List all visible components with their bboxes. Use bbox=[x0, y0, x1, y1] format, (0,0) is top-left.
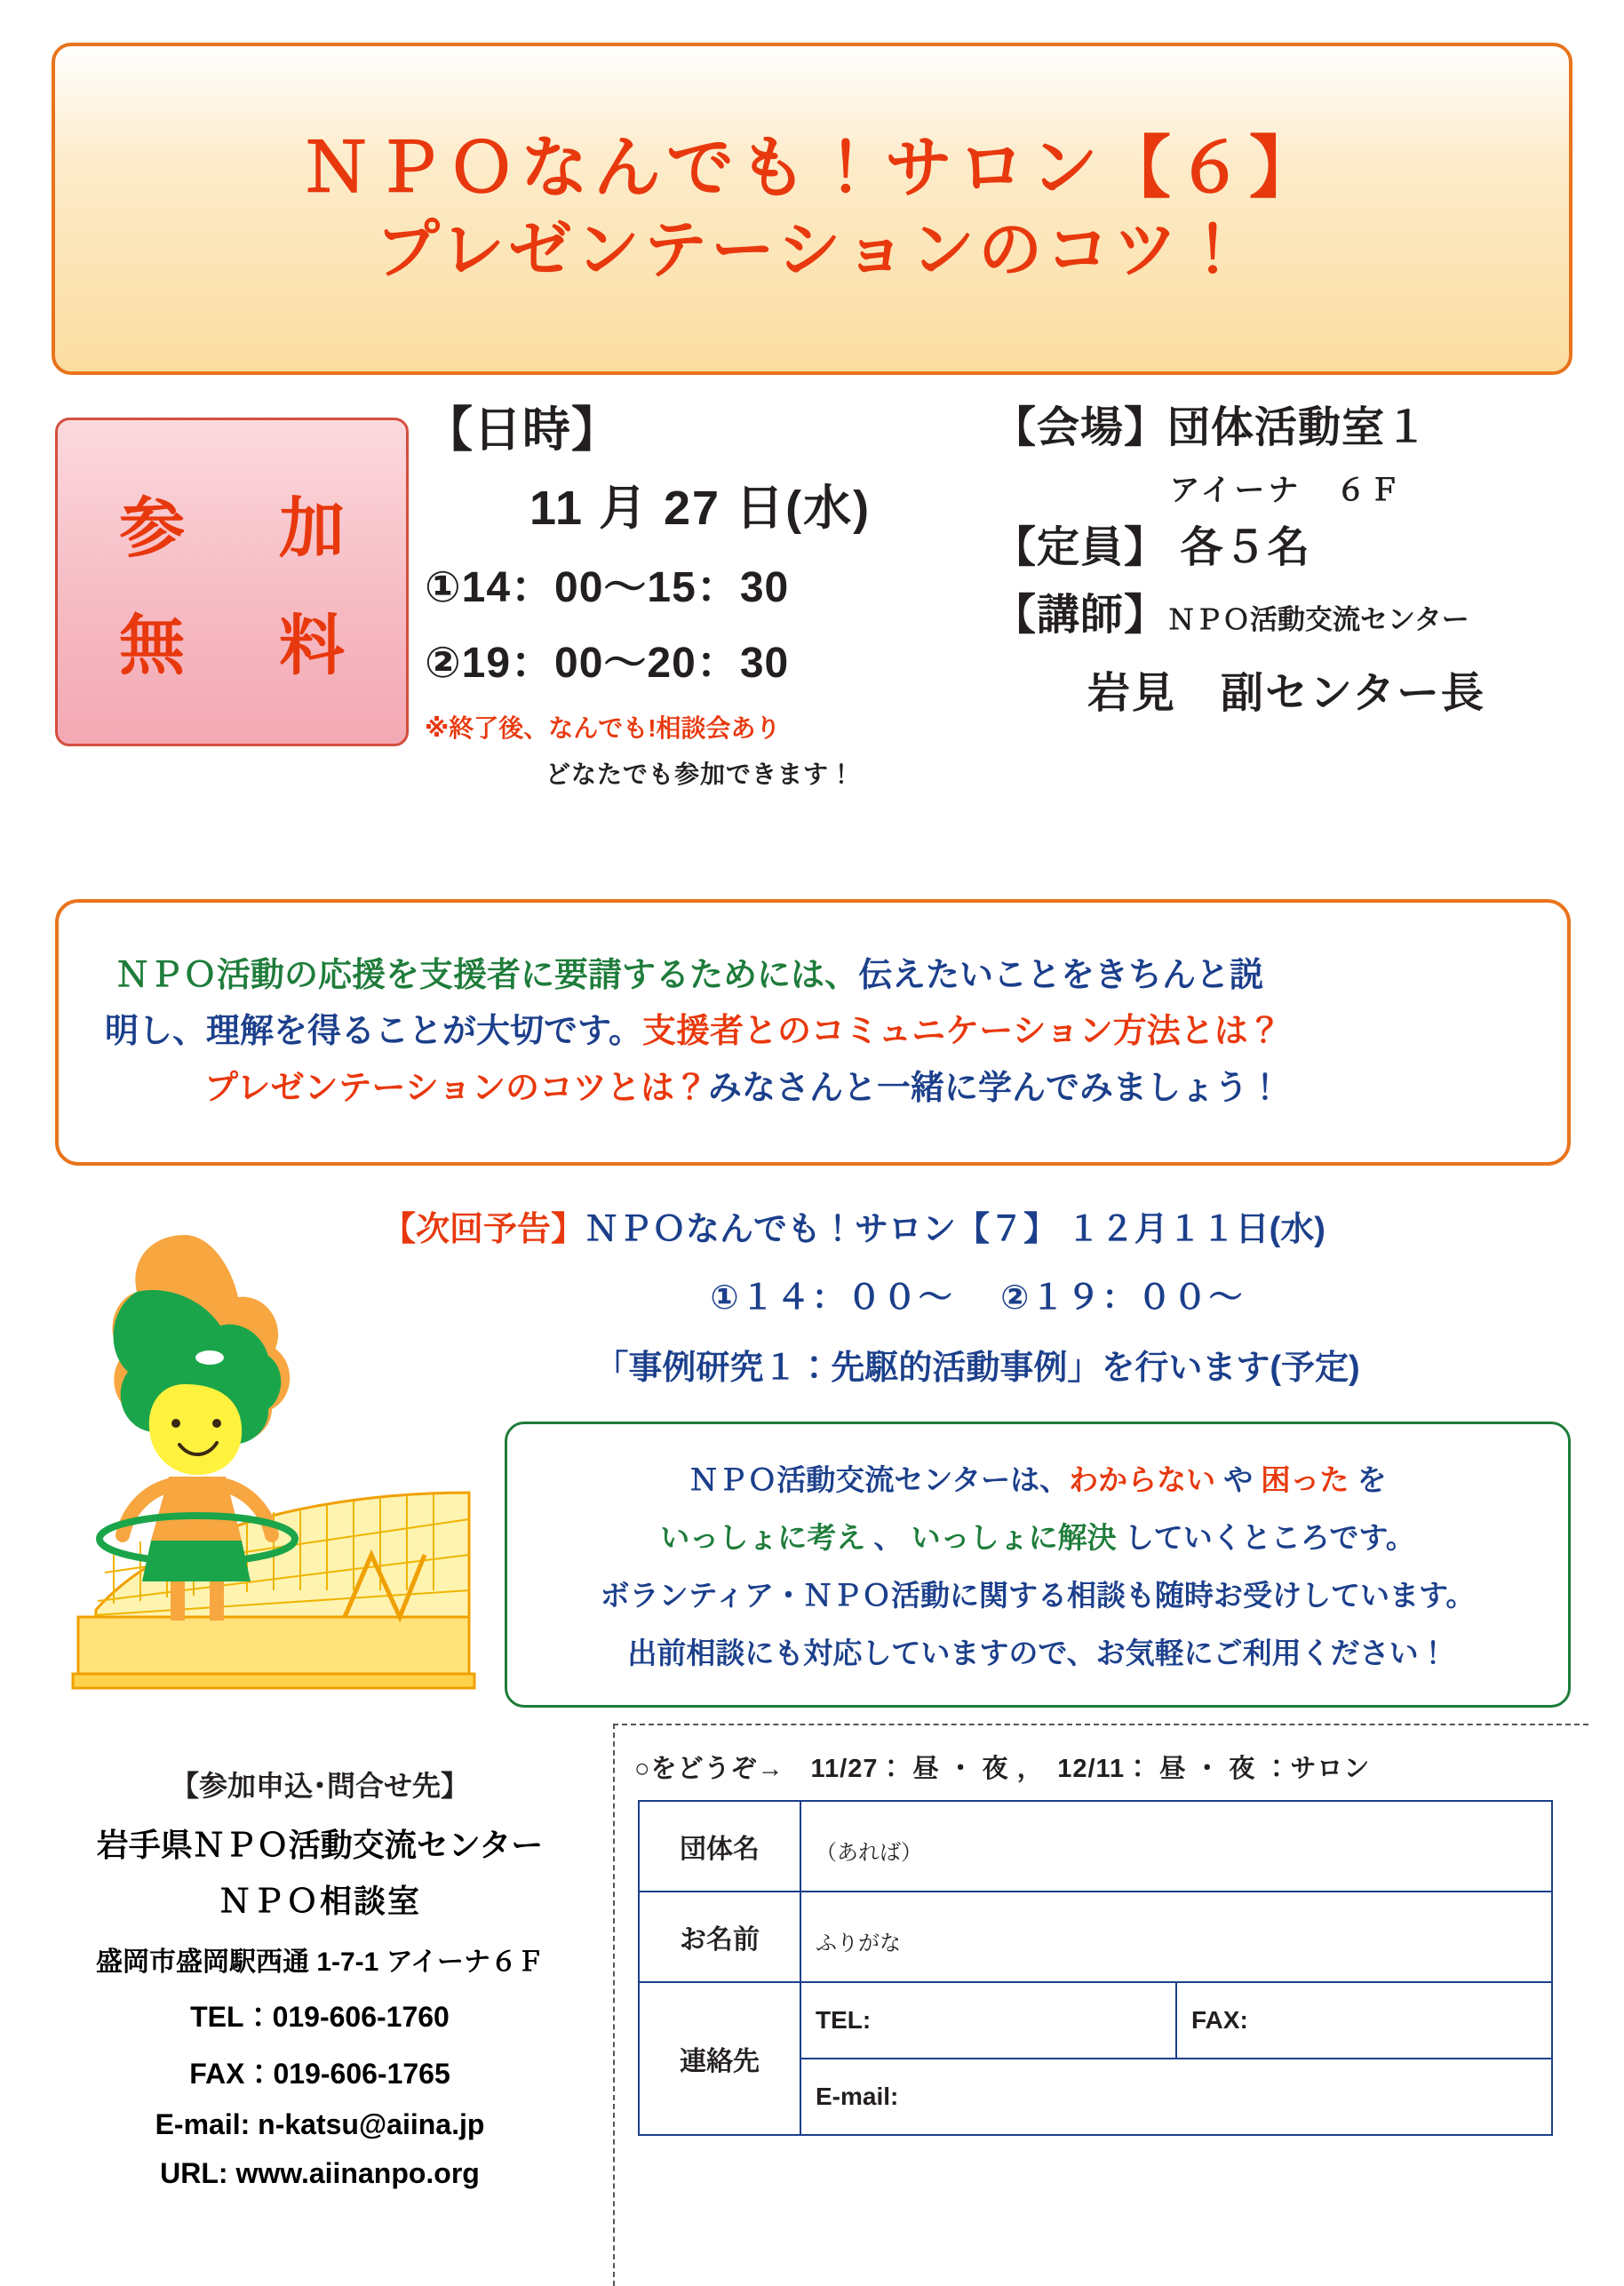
contact-url: URL: www.aiinanpo.org bbox=[160, 2157, 480, 2189]
input-fax[interactable]: FAX: bbox=[1176, 1982, 1552, 2059]
row-label-contact: 連絡先 bbox=[639, 1982, 800, 2135]
next-headline-row bbox=[382, 1201, 1572, 1250]
center-intro-line-2 bbox=[660, 1515, 1415, 1557]
description-line-3-b: みなさんと一緒に学んでみましょう！ bbox=[707, 1069, 1282, 1107]
description-line-3-a: プレゼンテーションのコツとは？ bbox=[204, 1069, 708, 1107]
next-session-preview bbox=[382, 1201, 1572, 1389]
description-line-1 bbox=[89, 955, 1537, 998]
center-intro-2a: いっしょに考え bbox=[660, 1521, 866, 1554]
lecturer-name: 岩見 副センター長 bbox=[1087, 670, 1486, 717]
event-note-2: どなたでも参加できます！ bbox=[545, 760, 855, 788]
center-intro-2d: していくところです。 bbox=[1116, 1521, 1415, 1554]
event-time-1: ①14：00〜15：30 bbox=[425, 563, 790, 611]
table-row bbox=[639, 1982, 1552, 2059]
next-tag: 【次回予告】 bbox=[382, 1211, 585, 1248]
input-email[interactable]: E-mail: bbox=[800, 2059, 1552, 2135]
event-datetime-block bbox=[425, 402, 975, 791]
venue-sub: アイーナ ６Ｆ bbox=[1169, 474, 1404, 507]
row-label-your-name: お名前 bbox=[639, 1892, 800, 1982]
title-banner bbox=[52, 43, 1572, 375]
next-headline: ＮＰＯなんでも！サロン【７】 １２月１１日(水) bbox=[585, 1211, 1325, 1248]
contact-heading: 【参加申込･問合せ先】 bbox=[170, 1770, 469, 1802]
description-line-3 bbox=[89, 1068, 1537, 1111]
badge-line-1: 参 加 bbox=[119, 491, 359, 565]
form-choice-line: ○をどうぞ→ 11/27： 昼 ・ 夜 ， 12/11： 昼 ・ 夜 ：サロン bbox=[634, 1755, 1371, 1783]
contact-email: E-mail: n-katsu@aiina.jp bbox=[155, 2108, 485, 2140]
lecturer-org: ＮＰＯ活動交流センター bbox=[1167, 604, 1469, 635]
application-table bbox=[638, 1800, 1553, 2136]
contact-block bbox=[36, 1764, 604, 2190]
description-line-1-a: ＮＰＯ活動の応援を支援者に要請するためには、 bbox=[115, 956, 859, 994]
contact-org-line-1: 岩手県ＮＰＯ活動交流センター bbox=[96, 1827, 544, 1863]
your-name-hint: ふりがな bbox=[816, 1931, 901, 1955]
center-intro-line-1 bbox=[689, 1457, 1386, 1499]
event-date: 11 月 27 日(水) bbox=[529, 481, 872, 535]
description-box bbox=[55, 899, 1571, 1166]
lecturer-row bbox=[993, 589, 1580, 642]
center-intro-line-4: 出前相談にも対応していますので、お気軽にご利用ください！ bbox=[627, 1637, 1448, 1669]
title-line-1: ＮＰＯなんでも！サロン【６】 bbox=[302, 131, 1322, 207]
contact-tel: TEL：019-606-1760 bbox=[190, 2001, 450, 2033]
application-form bbox=[613, 1731, 1590, 2282]
event-venue-block bbox=[993, 402, 1580, 720]
input-your-name[interactable] bbox=[800, 1892, 1552, 1982]
contact-fax: FAX：019-606-1765 bbox=[189, 2058, 450, 2090]
title-line-2: プレゼンテーションのコツ！ bbox=[375, 215, 1249, 287]
center-intro-1c: や bbox=[1215, 1463, 1262, 1496]
description-line-2-a: 明し、理解を得ることが大切です。 bbox=[105, 1013, 642, 1051]
center-intro-2b: 、 bbox=[865, 1521, 912, 1554]
input-tel[interactable]: TEL: bbox=[800, 1982, 1176, 2059]
cut-line-horizontal bbox=[613, 1724, 1588, 1725]
center-intro-2c: いっしょに解決 bbox=[911, 1521, 1117, 1554]
event-time-2: ②19：00〜20：30 bbox=[425, 639, 790, 687]
center-intro-1e: を bbox=[1349, 1463, 1387, 1496]
table-row bbox=[639, 1892, 1552, 1982]
description-line-2-b: 支援者とのコミュニケーション方法とは？ bbox=[641, 1013, 1282, 1051]
venue-label: 【会場】団体活動室１ bbox=[993, 404, 1429, 451]
description-line-2 bbox=[89, 1011, 1537, 1054]
center-intro-1a: ＮＰＯ活動交流センターは、 bbox=[689, 1463, 1070, 1496]
free-participation-badge bbox=[55, 418, 409, 746]
center-intro-box bbox=[505, 1422, 1571, 1708]
contact-org-line-2: ＮＰＯ相談室 bbox=[218, 1883, 421, 1919]
badge-line-2: 無 料 bbox=[119, 609, 359, 682]
lecturer-label: 【講師】 bbox=[993, 592, 1168, 639]
input-group-name[interactable] bbox=[800, 1801, 1552, 1892]
contact-address: 盛岡市盛岡駅西通 1-7-1 アイーナ６Ｆ bbox=[95, 1947, 544, 1977]
center-intro-line-3: ボランティア・ＮＰＯ活動に関する相談も随時お受けしています。 bbox=[600, 1579, 1476, 1612]
description-line-1-b: 伝えたいことをきちんと説 bbox=[858, 956, 1264, 994]
datetime-label: 【日時】 bbox=[425, 403, 620, 457]
center-intro-1d: 困った bbox=[1261, 1463, 1349, 1496]
capacity-label: 【定員】 各５名 bbox=[993, 524, 1311, 571]
next-times: ①１４：００〜 ②１９：００〜 bbox=[710, 1279, 1245, 1317]
illustration-group bbox=[52, 1199, 513, 1732]
group-name-hint: （あれば） bbox=[816, 1840, 922, 1865]
event-note-1: ※終了後、なんでも!相談会あり bbox=[425, 713, 781, 742]
table-row bbox=[639, 1801, 1552, 1892]
center-intro-1b: わからない bbox=[1069, 1463, 1216, 1496]
next-topic: 「事例研究１：先駆的活動事例」を行います(予定) bbox=[594, 1350, 1360, 1387]
row-label-group-name: 団体名 bbox=[639, 1801, 800, 1892]
